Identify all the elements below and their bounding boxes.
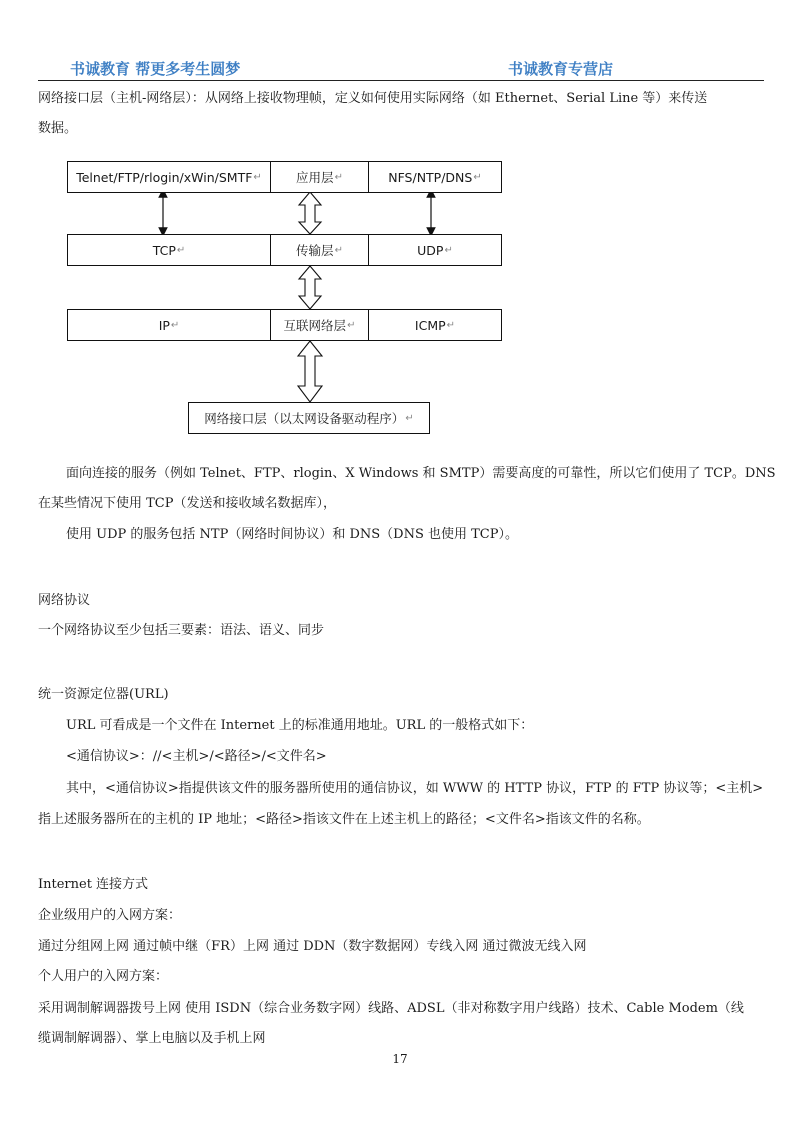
enterprise-heading: 企业级用户的入网方案： bbox=[38, 908, 182, 923]
url-explanation-line-2: 指上述服务器所在的主机的 IP 地址；<路径>指该文件在上述主机上的路径；<文件名>指该文件的名称。 bbox=[38, 812, 650, 827]
nfs-protocols-label: NFS/NTP/DNS bbox=[388, 169, 473, 185]
double-arrow-internet-interface bbox=[298, 341, 322, 402]
diagram-connectors bbox=[0, 0, 800, 460]
application-layer-box bbox=[270, 161, 369, 193]
personal-heading: 个人用户的入网方案： bbox=[38, 969, 169, 984]
tcp-services-line-2: 在某些情况下使用 TCP（发送和接收域名数据库）， bbox=[38, 496, 336, 511]
application-layer-label: 应用层 bbox=[296, 170, 334, 185]
page-number: 17 bbox=[392, 1052, 408, 1066]
udp-box bbox=[368, 234, 502, 266]
intro-line-1: 网络接口层（主机-网络层）：从网络上接收物理帧，定义如何使用实际网络（如 Ethernet、Serial Line 等）来传送 bbox=[38, 91, 708, 106]
paragraph-mark-icon: ↵ bbox=[334, 171, 343, 183]
transport-layer-box bbox=[270, 234, 369, 266]
paragraph-mark-icon: ↵ bbox=[473, 171, 482, 183]
network-interface-layer-box bbox=[188, 402, 430, 434]
paragraph-mark-icon: ↵ bbox=[334, 244, 343, 256]
udp-services-paragraph: 使用 UDP 的服务包括 NTP（网络时间协议）和 DNS（DNS 也使用 TCP）。 bbox=[66, 527, 518, 542]
paragraph-mark-icon: ↵ bbox=[176, 244, 186, 256]
paragraph-mark-icon: ↵ bbox=[405, 412, 414, 424]
tcp-box bbox=[67, 234, 271, 266]
paragraph-mark-icon: ↵ bbox=[446, 319, 456, 331]
tcpip-layer-diagram bbox=[0, 0, 800, 460]
intro-line-2: 数据。 bbox=[38, 121, 78, 136]
double-arrow-app-transport bbox=[299, 192, 321, 234]
url-heading: 统一资源定位器(URL) bbox=[38, 687, 169, 702]
enterprise-text: 通过分组网上网 通过帧中继（FR）上网 通过 DDN（数字数据网）专线入网 通过微波无线入网 bbox=[38, 939, 587, 954]
internet-connection-heading: Internet 连接方式 bbox=[38, 877, 149, 892]
tcp-services-line-1: 面向连接的服务（例如 Telnet、FTP、rlogin、X Windows 和 SMTP）需要高度的可靠性，所以它们使用了 TCP。DNS bbox=[66, 466, 776, 481]
transport-layer-label: 传输层 bbox=[296, 243, 334, 258]
tcp-label: TCP bbox=[152, 242, 176, 258]
paragraph-mark-icon: ↵ bbox=[347, 319, 356, 331]
nfs-protocols-box bbox=[368, 161, 502, 193]
udp-label: UDP bbox=[417, 242, 444, 258]
paragraph-mark-icon: ↵ bbox=[253, 171, 262, 183]
url-explanation-line-1: 其中，<通信协议>指提供该文件的服务器所使用的通信协议，如 WWW 的 HTTP 协议，FTP 的 FTP 协议等；<主机> bbox=[66, 781, 764, 796]
personal-text-line-2: 缆调制解调器）、掌上电脑以及手机上网 bbox=[38, 1031, 266, 1046]
app-protocols-box bbox=[67, 161, 271, 193]
network-interface-layer-label: 网络接口层（以太网设备驱动程序） bbox=[204, 411, 405, 426]
url-format: <通信协议>：//<主机>/<路径>/<文件名> bbox=[66, 749, 327, 764]
header-left-title: 书诚教育 帮更多考生圆梦 bbox=[70, 60, 241, 78]
personal-text-line-1: 采用调制解调器拨号上网 使用 ISDN（综合业务数字网）线路、ADSL（非对称数字用户线路）技术、Cable Modem（线 bbox=[38, 1001, 744, 1016]
header-right-title: 书诚教育专营店 bbox=[508, 60, 614, 78]
internet-layer-box bbox=[270, 309, 369, 341]
url-description: URL 可看成是一个文件在 Internet 上的标准通用地址。URL 的一般格式如下： bbox=[66, 718, 534, 733]
ip-label: IP bbox=[158, 317, 170, 333]
icmp-label: ICMP bbox=[414, 317, 446, 333]
protocol-text: 一个网络协议至少包括三要素：语法、语义、同步 bbox=[38, 623, 325, 638]
protocol-heading: 网络协议 bbox=[38, 593, 91, 608]
double-arrow-transport-internet bbox=[299, 266, 321, 309]
paragraph-mark-icon: ↵ bbox=[170, 319, 180, 331]
internet-layer-label: 互联网络层 bbox=[283, 318, 347, 333]
app-protocols-label: Telnet/FTP/rlogin/xWin/SMTF bbox=[76, 169, 253, 185]
icmp-box bbox=[368, 309, 502, 341]
ip-box bbox=[67, 309, 271, 341]
paragraph-mark-icon: ↵ bbox=[444, 244, 453, 256]
